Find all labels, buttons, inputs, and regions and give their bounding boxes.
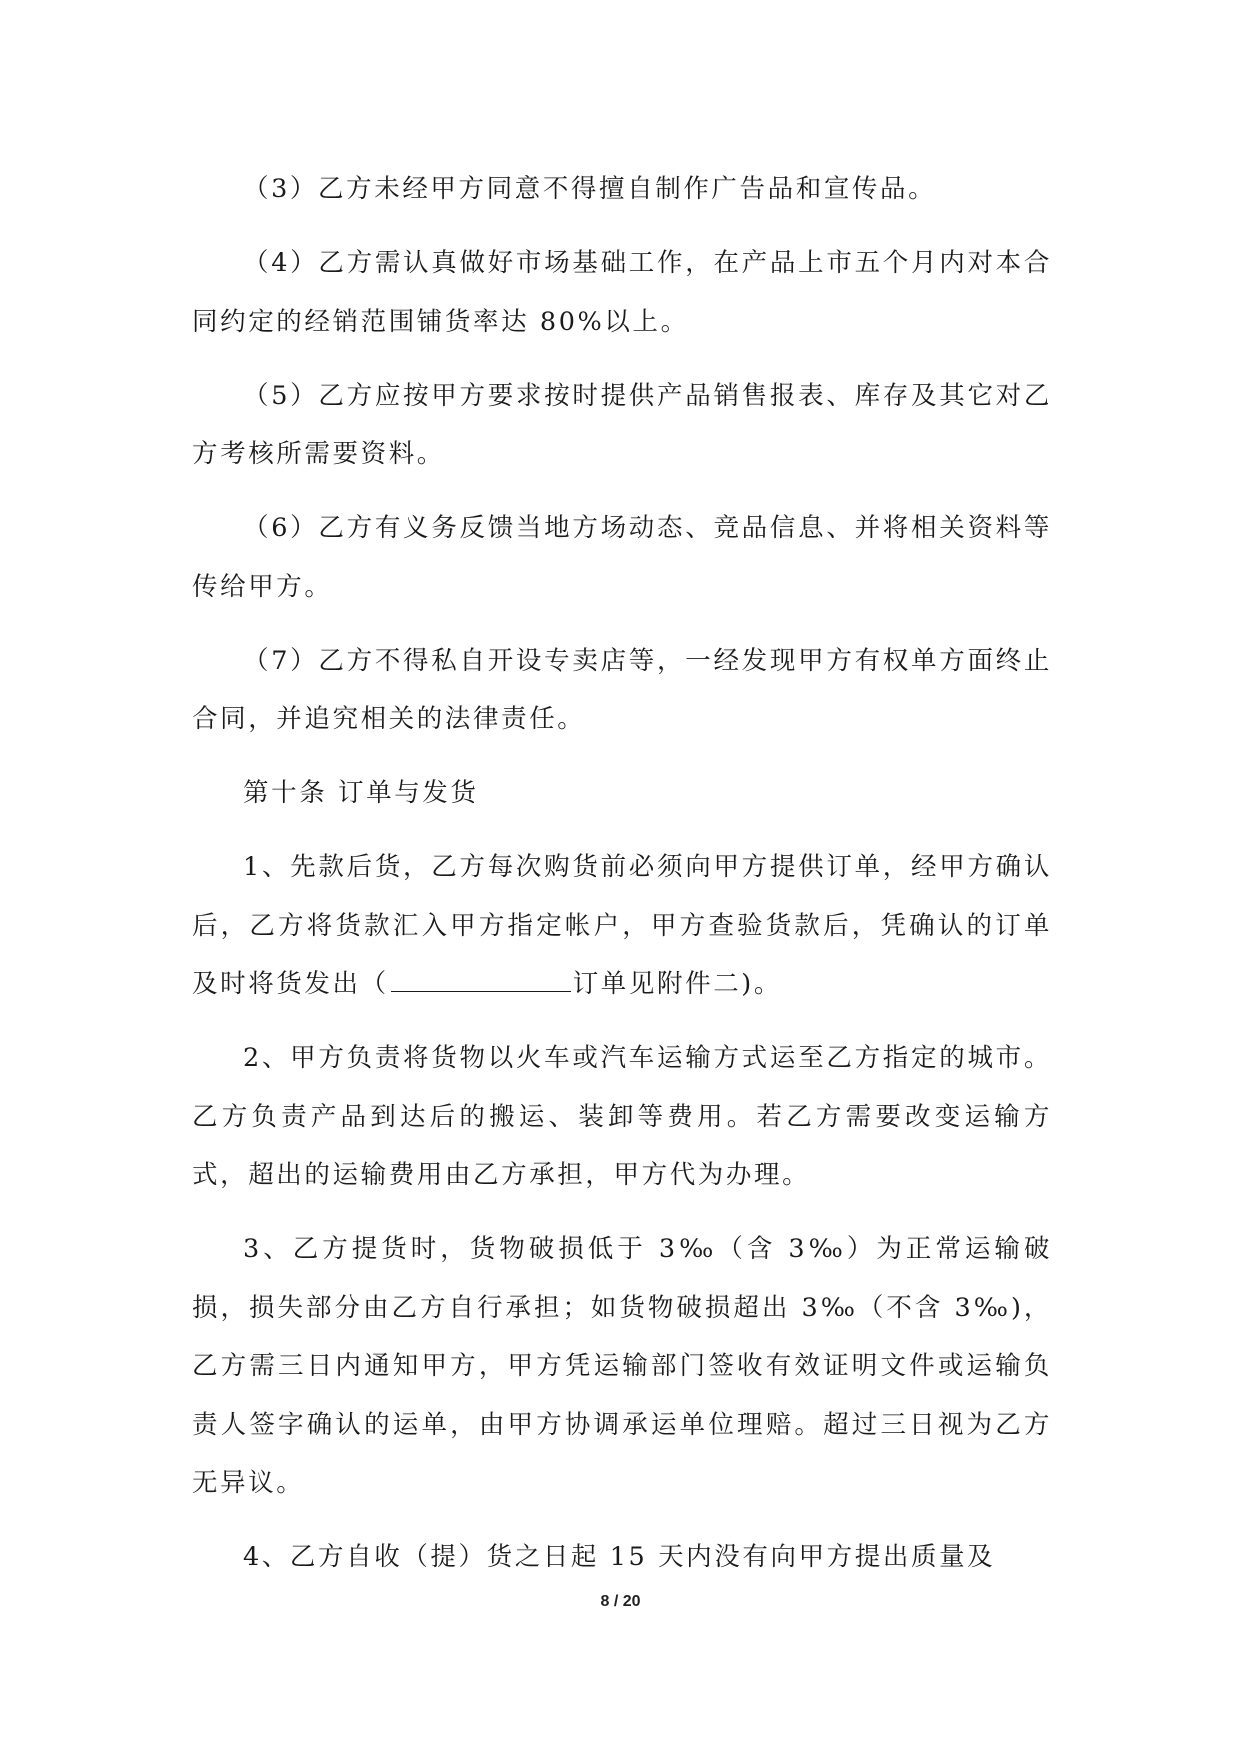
clause-paragraph: 3、乙方提货时，货物破损低于 3‰（含 3‰）为正常运输破损，损失部分由乙方自行承担；如货物破损超出 3‰（不含 3‰)，乙方需三日内通知甲方，甲方凭运输部门签收有效证明文件或运输负责人签字确认的运单，由甲方协调承运单位理赔。超过三日视为乙方无异议。 <box>192 1234 1052 1498</box>
fill-in-blank <box>391 990 571 992</box>
document-body <box>192 160 1052 1587</box>
section-heading: 第十条 订单与发货 <box>243 778 479 808</box>
clause-paragraph: （7）乙方不得私自开设专卖店等，一经发现甲方有权单方面终止合同，并追究相关的法律责任。 <box>192 645 1052 734</box>
page-number: 8 / 20 <box>600 1593 641 1610</box>
clause-paragraph <box>192 838 1052 1014</box>
clause-paragraph: （6）乙方有义务反馈当地方场动态、竞品信息、并将相关资料等传给甲方。 <box>192 513 1052 602</box>
clause-text: 订单见附件二)。 <box>572 969 782 999</box>
clause-paragraph: 2、甲方负责将货物以火车或汽车运输方式运至乙方指定的城市。乙方负责产品到达后的搬运、装卸等费用。若乙方需要改变运输方式，超出的运输费用由乙方承担，甲方代为办理。 <box>192 1043 1052 1190</box>
clause-text: 1、先款后货，乙方每次购货前必须向甲方提供订单，经甲方确认后，乙方将货款汇入甲方指定帐户，甲方查验货款后，凭确认的订单及时将货发出（ <box>192 852 1052 999</box>
clause-paragraph: 4、乙方自收（提）货之日起 15 天内没有向甲方提出质量及 <box>243 1542 996 1572</box>
clause-paragraph: （3）乙方未经甲方同意不得擅自制作广告品和宣传品。 <box>243 174 937 204</box>
clause-paragraph: （5）乙方应按甲方要求按时提供产品销售报表、库存及其它对乙方考核所需要资料。 <box>192 380 1052 469</box>
clause-paragraph: （4）乙方需认真做好市场基础工作，在产品上市五个月内对本合同约定的经销范围铺货率达 80%以上。 <box>192 248 1052 337</box>
